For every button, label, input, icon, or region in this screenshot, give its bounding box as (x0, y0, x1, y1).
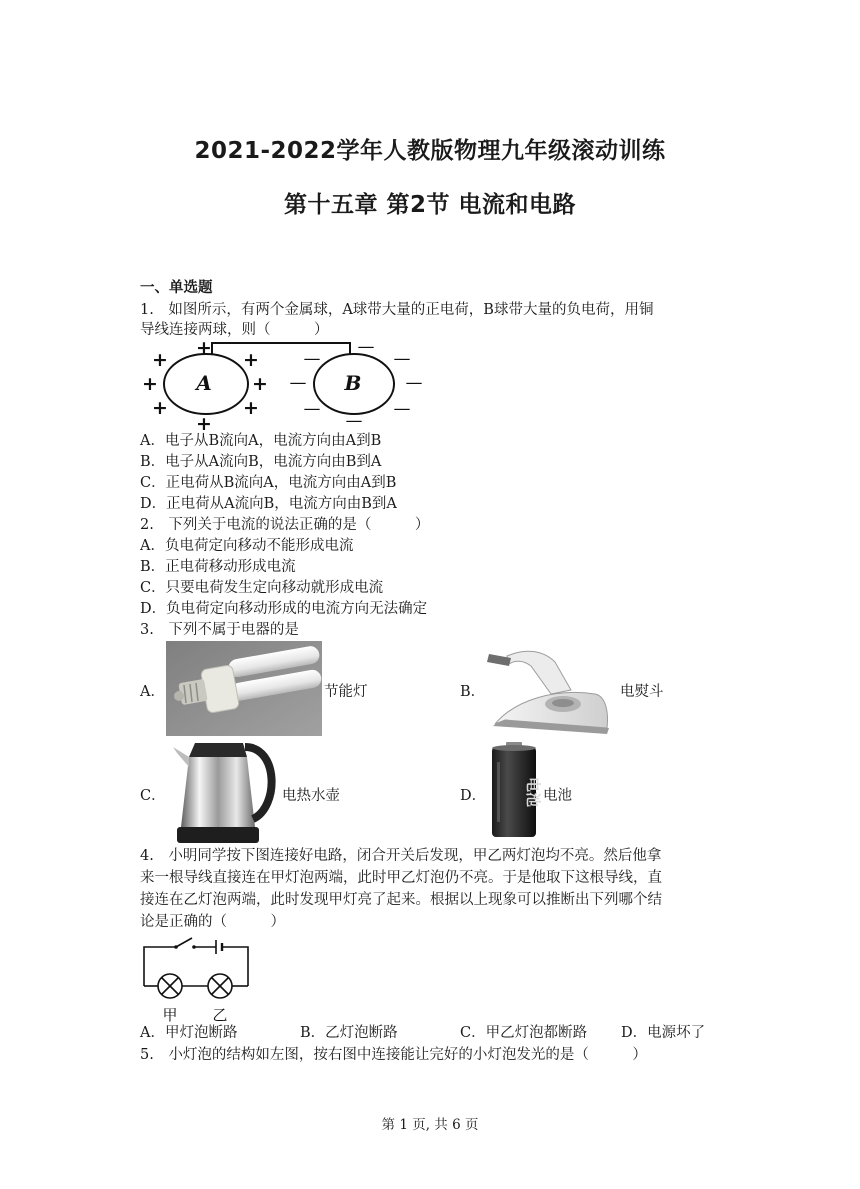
battery-icon (488, 742, 540, 838)
bulb-yi-label: 乙 (212, 1006, 228, 1024)
q3-option-a-letter: A． (140, 684, 165, 700)
q4-circuit-figure (140, 934, 255, 1024)
energy-saving-lamp-icon (166, 641, 322, 736)
plus-sign: + (152, 397, 168, 419)
plus-sign: + (196, 413, 212, 435)
minus-sign: — (289, 373, 307, 393)
copper-wire (212, 343, 350, 354)
q3-stem: 3. 下列不属于电器的是 (140, 622, 299, 638)
plus-sign: + (196, 337, 212, 359)
q3-option-a-name: 节能灯 (324, 684, 368, 700)
q4-stem-line1: 4. 小明同学按下图连接好电路，闭合开关后发现，甲乙两灯泡均不亮。然后他拿 (140, 848, 662, 864)
q3-option-d-letter: D． (460, 788, 487, 804)
switch-icon (176, 938, 192, 947)
q4-option-c: C．甲乙灯泡都断路 (460, 1025, 588, 1041)
q4-stem-line3: 接连在乙灯泡两端，此时发现甲灯亮了起来。根据以上现象可以推断出下列哪个结 (140, 892, 662, 908)
q3-option-b-name: 电熨斗 (620, 684, 664, 700)
q2-stem: 2. 下列关于电流的说法正确的是（ ） (140, 517, 430, 533)
battery-label: 电池 (524, 776, 542, 808)
q1-stem-line1: 1. 如图所示，有两个金属球，A球带大量的正电荷，B球带大量的负电荷，用铜 (140, 302, 654, 318)
q5-stem: 5. 小灯泡的结构如左图，按右图中连接能让完好的小灯泡发光的是（ ） (140, 1047, 647, 1063)
q4-option-d: D．电源坏了 (621, 1025, 706, 1041)
plus-sign: + (243, 397, 259, 419)
electric-kettle-icon (167, 737, 277, 844)
electric-iron-icon (485, 640, 613, 736)
minus-sign: — (303, 399, 321, 419)
q1-option-b: B．电子从A流向B，电流方向由B到A (140, 454, 382, 470)
minus-sign: — (357, 337, 375, 357)
bulb-yi-icon (208, 974, 232, 998)
q1-option-a: A．电子从B流向A，电流方向由A到B (140, 433, 382, 449)
q2-option-c: C．只要电荷发生定向移动就形成电流 (140, 580, 384, 596)
plus-sign: + (252, 373, 268, 395)
minus-sign: — (405, 373, 423, 393)
q3-option-c-letter: C． (140, 788, 166, 804)
plus-sign: + (152, 349, 168, 371)
minus-sign: — (303, 349, 321, 369)
plus-sign: + (142, 373, 158, 395)
document-title: 2021-2022学年人教版物理九年级滚动训练 (194, 138, 666, 164)
page-number: 第 1 页, 共 6 页 (381, 1117, 479, 1133)
q4-stem-line4: 论是正确的（ ） (140, 914, 285, 930)
q1-charged-spheres-figure (140, 337, 430, 435)
minus-sign: — (393, 349, 411, 369)
document-subtitle: 第十五章 第2节 电流和电路 (283, 192, 577, 218)
q4-stem-line2: 来一根导线直接连在甲灯泡两端，此时甲乙灯泡仍不亮。于是他取下这根导线，直 (140, 870, 662, 886)
q1-option-c: C．正电荷从B流向A，电流方向由A到B (140, 475, 397, 491)
q4-option-b: B．乙灯泡断路 (300, 1025, 398, 1041)
q1-option-d: D．正电荷从A流向B，电流方向由B到A (140, 496, 397, 512)
minus-sign: — (345, 411, 363, 431)
plus-sign: + (243, 349, 259, 371)
q2-option-b: B．正电荷移动形成电流 (140, 559, 296, 575)
minus-sign: — (393, 399, 411, 419)
q2-option-a: A．负电荷定向移动不能形成电流 (140, 538, 354, 554)
q3-option-d-name: 电池 (543, 788, 572, 804)
sphere-a-label: A (196, 371, 212, 395)
bulb-jia-icon (158, 974, 182, 998)
q1-stem-line2: 导线连接两球，则（ ） (140, 322, 329, 338)
q2-option-d: D．负电荷定向移动形成的电流方向无法确定 (140, 601, 428, 617)
q4-option-a: A．甲灯泡断路 (140, 1025, 238, 1041)
sphere-b-label: B (344, 371, 362, 395)
q3-option-c-name: 电热水壶 (282, 788, 340, 804)
q3-option-b-letter: B． (460, 684, 486, 700)
section-heading: 一、单选题 (140, 280, 213, 296)
bulb-jia-label: 甲 (162, 1006, 178, 1024)
